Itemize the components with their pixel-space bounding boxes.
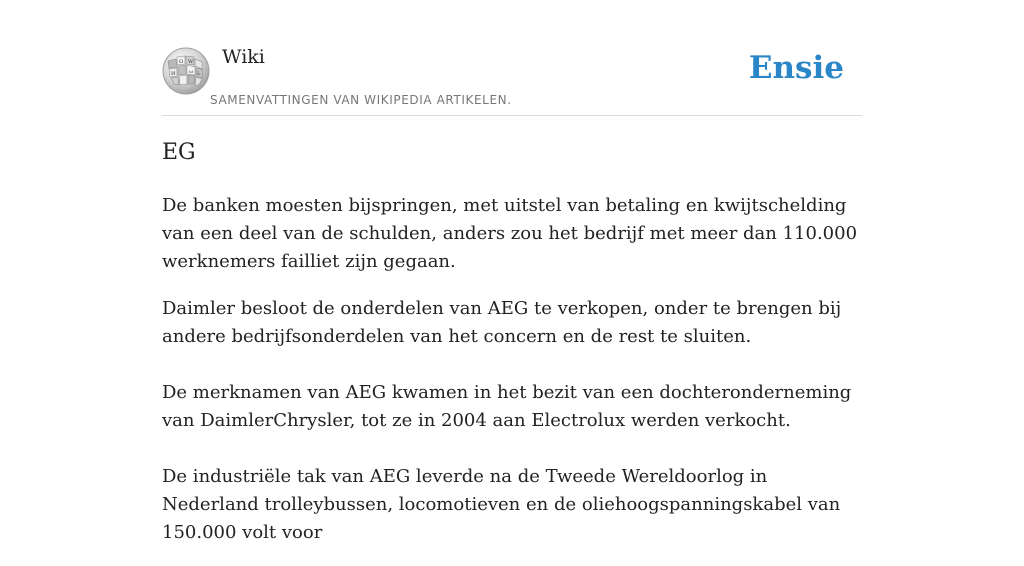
brand-logo[interactable]: Ensie	[748, 50, 844, 86]
site-header	[162, 40, 862, 116]
page-title: EG	[162, 140, 196, 165]
svg-text:W: W	[188, 59, 194, 65]
site-name[interactable]: Wiki	[222, 46, 265, 68]
article-body	[162, 192, 862, 566]
article-paragraph: De industriële tak van AEG leverde na de Tweede Wereldoorlog in Nederland trolleybussen, locomotieven en de oliehoogspanningskabel van 150.000 volt voor	[162, 466, 841, 543]
svg-text:И: И	[171, 71, 176, 77]
svg-text:Ŀ: Ŀ	[197, 71, 201, 77]
svg-text:Ω: Ω	[179, 59, 184, 65]
article-paragraph: De banken moesten bijspringen, met uitstel van betaling en kwijtschelding van een deel van de schulden, anders zou het bedrijf met meer dan 110.000 werknemers failliet zijn gegaan.	[162, 195, 858, 272]
svg-text:ω: ω	[189, 69, 194, 75]
article-paragraph: Daimler besloot de onderdelen van AEG te verkopen, onder te brengen bij andere bedrijfsonderdelen van het concern en de rest te sluiten.	[162, 298, 842, 347]
article-paragraph: De merknamen van AEG kwamen in het bezit van een dochteronderneming van DaimlerChrysler, tot ze in 2004 aan Electrolux werden verkocht.	[162, 382, 852, 431]
wikipedia-globe-icon[interactable]	[162, 47, 210, 95]
site-tagline: SAMENVATTINGEN VAN WIKIPEDIA ARTIKELEN.	[210, 93, 512, 107]
